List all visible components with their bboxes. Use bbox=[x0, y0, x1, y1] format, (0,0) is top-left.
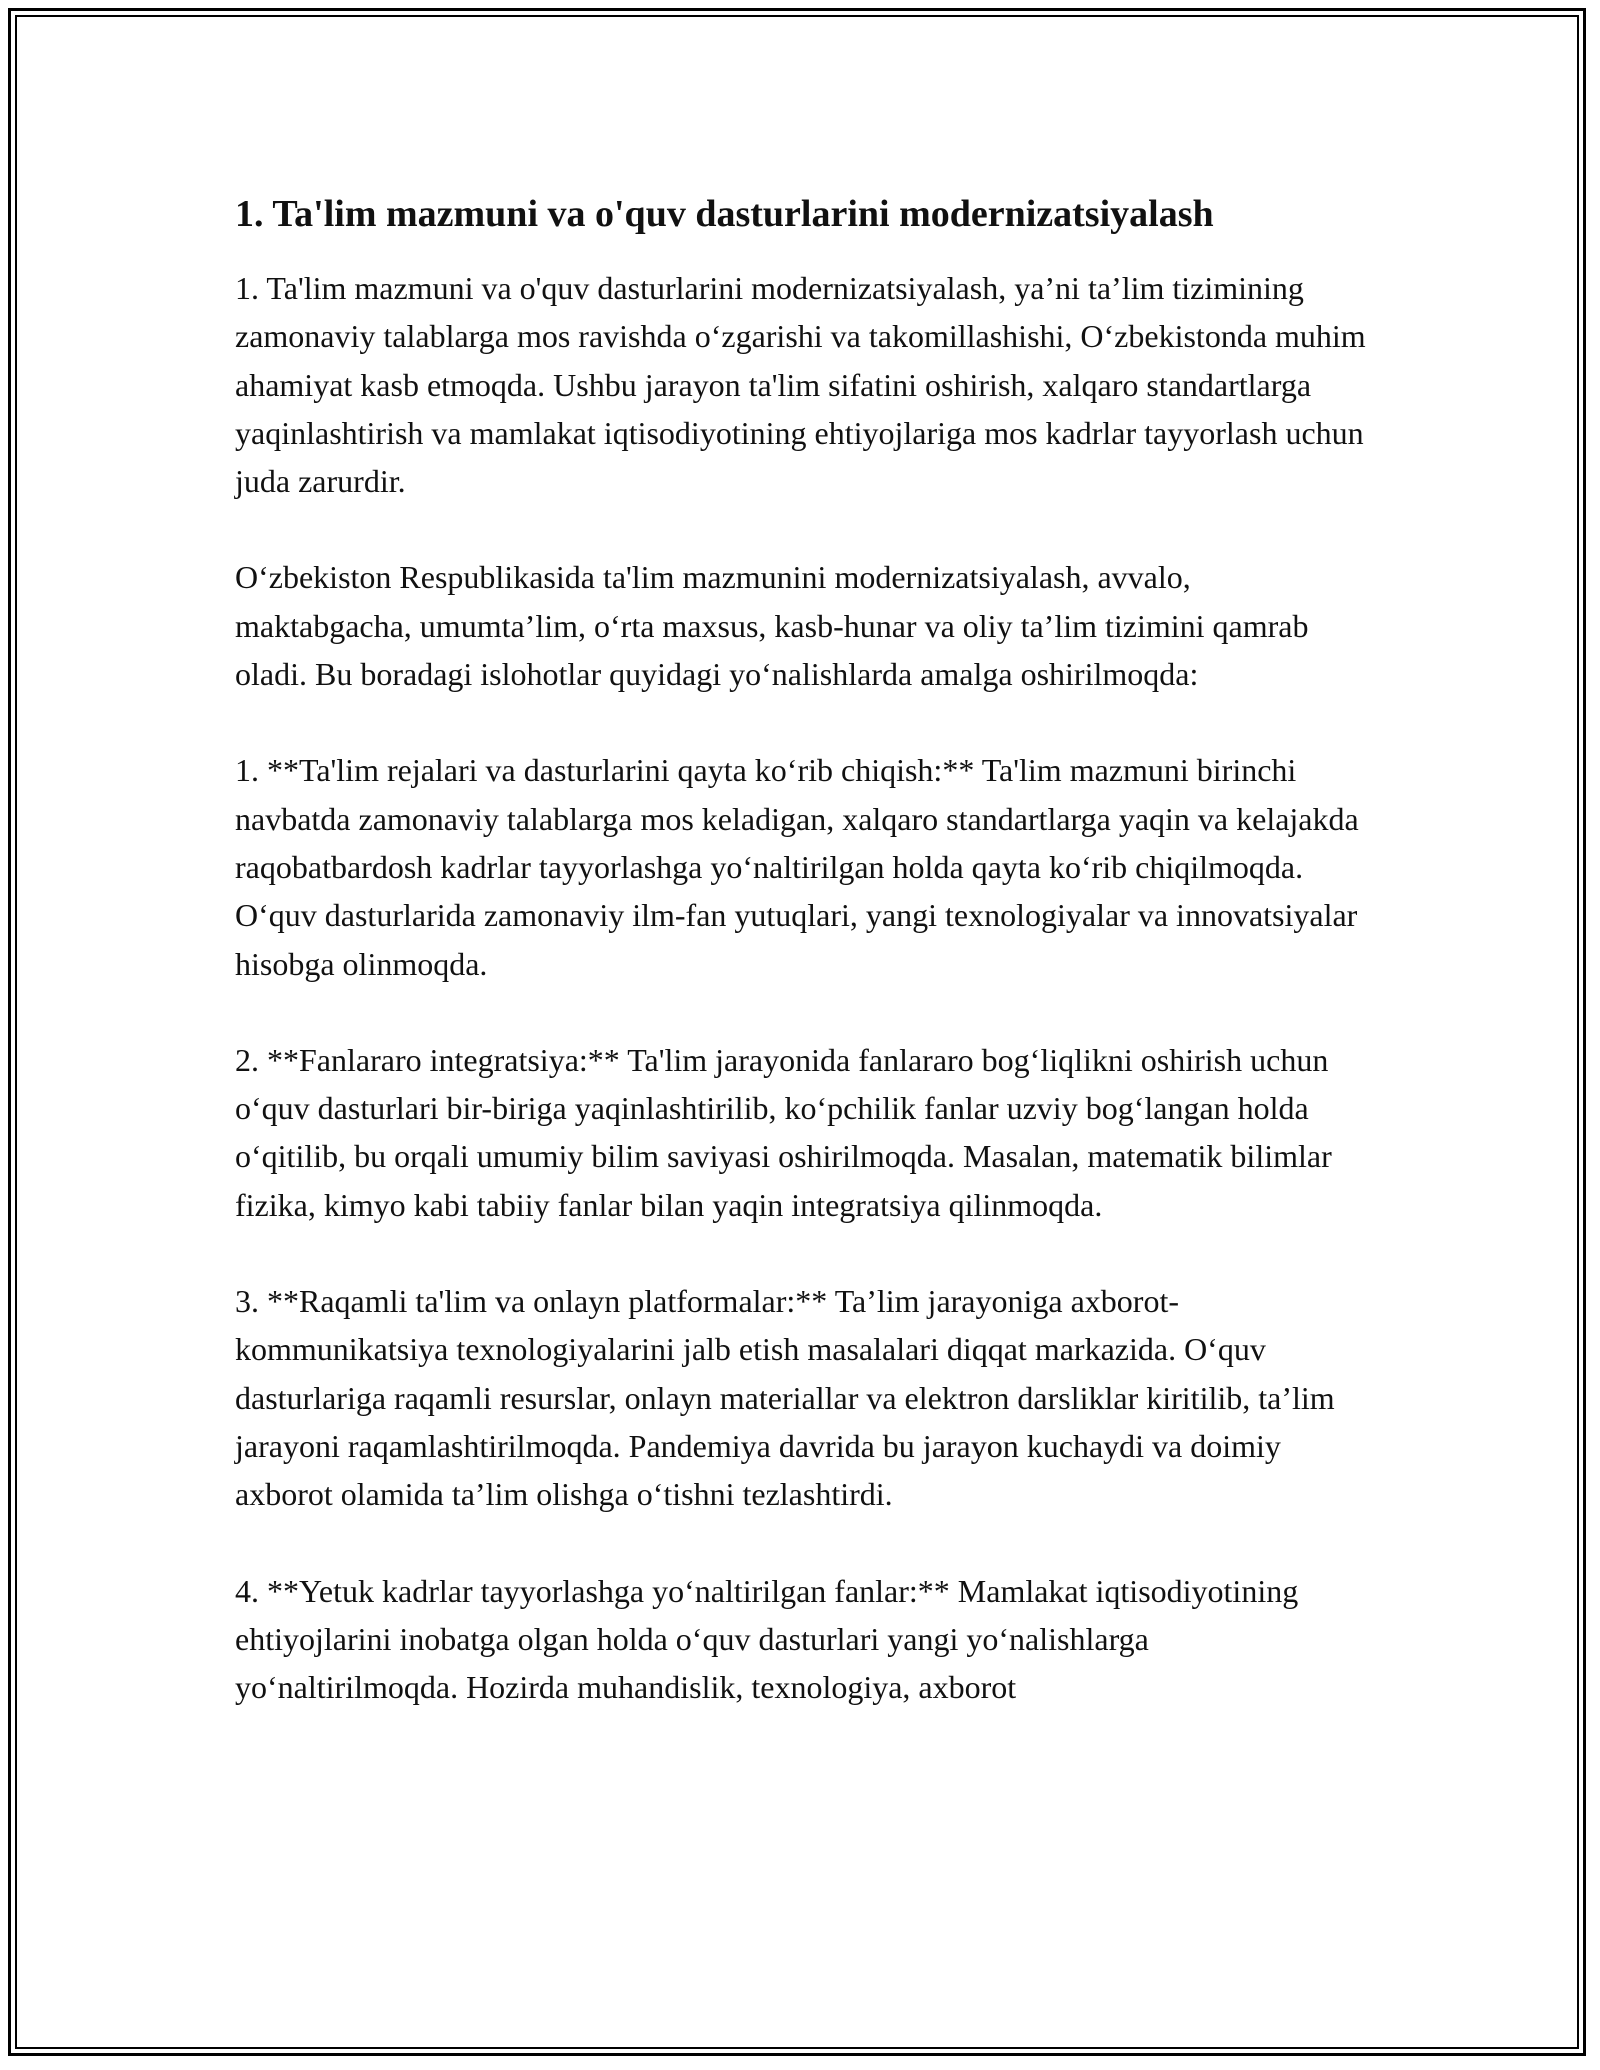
list-item-interdisciplinary-integration: 2. **Fanlararo integratsiya:** Ta'lim jarayonida fanlararo bog‘liqlikni oshirish uchun o‘quv dasturlari bir-biriga yaqinlashtirilib, ko‘pchilik fanlar uzviy bog‘langan holda o‘qitilib, bu orqali umumiy bilim saviyasi oshirilmoqda. Masalan, matematik bilimlar fizika, kimyo kabi tabiiy fanlar bilan yaqin integratsiya qilinmoqda. bbox=[235, 1041, 1332, 1223]
document-body bbox=[235, 190, 1375, 1759]
list-item-curriculum-review: 1. **Ta'lim rejalari va dasturlarini qayta ko‘rib chiqish:** Ta'lim mazmuni birinchi navbatda zamonaviy talablarga mos keladigan, xalqaro standartlarga yaqin va kelajakda raqobatbardosh kadrlar tayyorlashga yo‘naltirilgan holda qayta ko‘rib chiqilmoqda. O‘quv dasturlarida zamonaviy ilm-fan yutuqlari, yangi texnologiyalar va innovatsiyalar hisobga olinmoqda. bbox=[235, 752, 1359, 982]
list-item-digital-education: 3. **Raqamli ta'lim va onlayn platformalar:** Ta’lim jarayoniga axborot-kommunikatsiya texnologiyalarini jalb etish masalalari diqqat markazida. O‘quv dasturlariga raqamli resurslar, onlayn materiallar va elektron darsliklar kiritilib, ta’lim jarayoni raqamlashtirilmoqda. Pandemiya davrida bu jarayon kuchaydi va doimiy axborot olamida ta’lim olishga o‘tishni tezlashtirdi. bbox=[235, 1283, 1335, 1513]
intro-paragraph: 1. Ta'lim mazmuni va o'quv dasturlarini modernizatsiyalash, ya’ni ta’lim tizimining zamonaviy talablarga mos ravishda o‘zgarishi va takomillashishi, O‘zbekistonda muhim ahamiyat kasb etmoqda. Ushbu jarayon ta'lim sifatini oshirish, xalqaro standartlarga yaqinlashtirish va mamlakat iqtisodiyotining ehtiyojlariga mos kadrlar tayyorlash uchun juda zarurdir. bbox=[235, 270, 1366, 500]
directions-intro-paragraph: O‘zbekiston Respublikasida ta'lim mazmunini modernizatsiyalash, avvalo, maktabgacha, umumta’lim, o‘rta maxsus, kasb-hunar va oliy ta’lim tizimini qamrab oladi. Bu boradagi islohotlar quyidagi yo‘nalishlarda amalga oshirilmoqda: bbox=[235, 559, 1309, 693]
page-title: 1. Ta'lim mazmuni va o'quv dasturlarini modernizatsiyalash bbox=[235, 193, 1214, 235]
list-item-specialist-training: 4. **Yetuk kadrlar tayyorlashga yo‘naltirilgan fanlar:** Mamlakat iqtisodiyotining ehtiyojlarini inobatga olgan holda o‘quv dasturlari yangi yo‘nalishlarga yo‘naltirilmoqda. Hozirda muhandislik, texnologiya, axborot bbox=[235, 1572, 1299, 1706]
